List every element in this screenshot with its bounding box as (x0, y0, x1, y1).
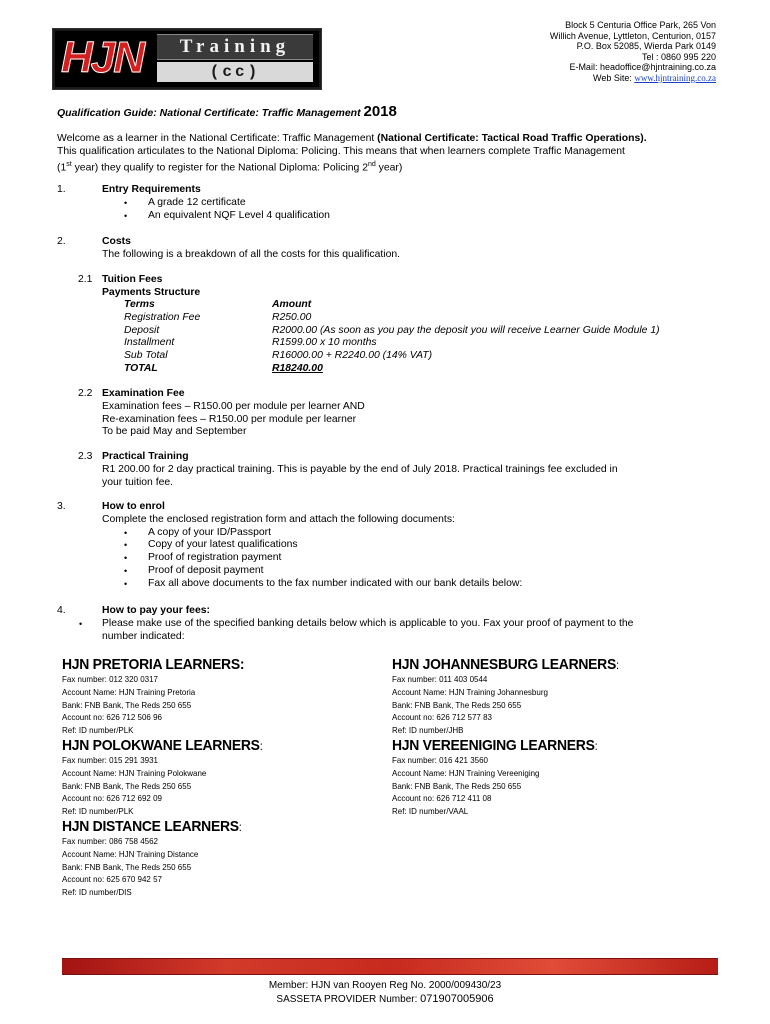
bank-heading: HJN JOHANNESBURG LEARNERS: (392, 656, 619, 673)
bank-reference: Ref: ID number/DIS (62, 887, 132, 898)
section-heading: Practical Training (102, 451, 189, 462)
footer-provider-label: SASSETA PROVIDER Number: (276, 994, 421, 1005)
bank-name: Bank: FNB Bank, The Reds 250 655 (392, 699, 522, 710)
bank-name: Bank: FNB Bank, The Reds 250 655 (62, 861, 192, 872)
bank-account-number: Account no: 625 670 942 57 (62, 874, 162, 885)
table-cell-term: Registration Fee (124, 311, 201, 323)
bank-account-number: Account no: 626 712 411 08 (392, 793, 492, 804)
section-heading: Entry Requirements (102, 184, 201, 195)
bank-heading: HJN DISTANCE LEARNERS: (62, 818, 242, 835)
subsection-number: 2.1 (78, 274, 93, 285)
bank-details-vereeniging (392, 737, 613, 818)
bank-name: Bank: FNB Bank, The Reds 250 655 (62, 699, 192, 710)
logo-brand: HJN (61, 33, 144, 82)
document-title (57, 103, 397, 120)
footer-member-line: Member: HJN van Rooyen Reg No. 2000/009430/23 (268, 980, 502, 991)
section-heading: How to pay your fees: (102, 605, 210, 616)
list-item: • A copy of your ID/Passport (148, 527, 722, 540)
section-text: R1 200.00 for 2 day practical training. This is payable by the end of July 2018. Practical trainings fee excluded in (102, 463, 618, 475)
list-item: • Fax all above documents to the fax number indicated with our bank details below: (148, 578, 722, 591)
bank-name: Bank: FNB Bank, The Reds 250 655 (62, 780, 192, 791)
section-text: Please make use of the specified banking details below which is applicable to you. Fax your proof of payment to the (102, 617, 634, 629)
section-costs (102, 236, 400, 262)
section-number: 4. (57, 605, 66, 616)
section-tuition-fees (102, 274, 722, 300)
section-text: Re-examination fees – R150.00 per module per learner (102, 413, 357, 425)
section-number: 1. (57, 184, 66, 195)
table-header-terms: Terms (124, 299, 155, 310)
list-item: • A grade 12 certificate (148, 197, 330, 210)
logo-training-text: Training (179, 36, 291, 57)
table-cell-amount: R1599.00 x 10 months (272, 337, 377, 349)
bank-details-pretoria (62, 656, 258, 737)
company-address (456, 20, 716, 84)
intro-text: (1 (57, 162, 67, 174)
website-link[interactable]: www.hjntraining.co.za (634, 72, 716, 83)
intro-qualification-name: (National Certificate: Tactical Road Traffic Operations). (377, 133, 647, 144)
bank-heading-text: HJN PRETORIA LEARNERS (62, 656, 240, 673)
subsection-heading: Payments Structure (102, 286, 201, 298)
bank-account-name: Account Name: HJN Training Johannesburg (392, 686, 548, 697)
table-cell-amount: R2000.00 (As soon as you pay the deposit you will receive Learner Guide Module 1) (272, 324, 660, 336)
section-text: your tuition fee. (102, 476, 174, 488)
address-phone: Tel : 0860 995 220 (641, 51, 716, 62)
bank-heading-text: HJN VEREENIGING LEARNERS (392, 737, 595, 754)
bank-heading-text: HJN POLOKWANE LEARNERS (62, 737, 260, 754)
fees-table (124, 299, 724, 377)
section-heading: Tuition Fees (102, 274, 163, 285)
footer-provider-line (0, 993, 770, 1005)
bank-heading-text: HJN JOHANNESBURG LEARNERS (392, 656, 617, 673)
section-heading: How to enrol (102, 501, 165, 512)
bank-fax: Fax number: 011 403 0544 (392, 674, 488, 684)
address-website-row (456, 73, 716, 84)
footer-provider-number: 071907005906 (420, 993, 494, 1005)
intro-text: year) (375, 162, 403, 174)
subsection-number: 2.2 (78, 388, 93, 399)
section-practical-training (102, 451, 722, 489)
intro-line-3 (57, 159, 717, 175)
section-entry-requirements (102, 184, 330, 222)
subsection-number: 2.3 (78, 451, 93, 462)
section-text: The following is a breakdown of all the costs for this qualification. (102, 248, 401, 260)
section-number: 2. (57, 236, 66, 247)
logo-training-bar (157, 34, 313, 60)
bank-name: Bank: FNB Bank, The Reds 250 655 (392, 780, 522, 791)
address-email: E-Mail: headoffice@hjntraining.co.za (569, 62, 716, 73)
section-number: 3. (57, 501, 66, 512)
table-total-amount: R18240.00 (272, 363, 323, 374)
bank-fax: Fax number: 016 421 3560 (392, 755, 488, 765)
list-item: • An equivalent NQF Level 4 qualification (148, 210, 330, 223)
bank-details-polokwane (62, 737, 278, 818)
title-text: Qualification Guide: National Certificate: Traffic Management (57, 107, 364, 119)
website-label: Web Site: (592, 72, 635, 83)
intro-line-2: This qualification articulates to the National Diploma: Policing. This means that when learners complete Traffic Management (57, 145, 625, 157)
section-text: To be paid May and September (102, 426, 247, 438)
bank-heading-text: HJN DISTANCE LEARNERS (62, 818, 239, 835)
bank-account-name: Account Name: HJN Training Vereeniging (392, 767, 540, 778)
superscript: nd (367, 160, 376, 168)
list-item: • Proof of registration payment (148, 552, 722, 565)
table-header-amount: Amount (272, 299, 312, 310)
bank-account-number: Account no: 626 712 692 09 (62, 793, 162, 804)
bullet-icon: • (79, 619, 83, 629)
bank-reference: Ref: ID number/VAAL (392, 806, 469, 817)
bank-heading: HJN VEREENIGING LEARNERS: (392, 737, 598, 754)
table-cell-amount: R250.00 (272, 311, 312, 323)
section-text: Examination fees – R150.00 per module per learner AND (102, 400, 365, 412)
bank-account-number: Account no: 626 712 506 96 (62, 712, 162, 723)
table-total-label: TOTAL (124, 363, 158, 374)
bank-heading: HJN POLOKWANE LEARNERS: (62, 737, 263, 754)
bank-reference: Ref: ID number/PLK (62, 806, 134, 817)
superscript: st (66, 160, 72, 168)
bank-reference: Ref: ID number/PLK (62, 725, 134, 736)
title-year: 2018 (363, 103, 397, 120)
company-logo (52, 28, 322, 90)
bank-fax: Fax number: 086 758 4562 (62, 836, 158, 846)
logo-cc-text: (cc) (209, 63, 261, 81)
footer-divider-bar (62, 958, 718, 975)
table-cell-term: Sub Total (124, 350, 168, 362)
address-line: Willich Avenue, Lyttleton, Centurion, 0157 (549, 30, 716, 41)
table-cell-term: Deposit (124, 324, 160, 336)
section-text: number indicated: (102, 630, 185, 642)
intro-line-1 (57, 133, 717, 146)
bank-details-distance (62, 818, 255, 899)
intro-paragraph (57, 133, 717, 175)
table-cell-term: Installment (124, 337, 175, 349)
bank-account-name: Account Name: HJN Training Pretoria (62, 686, 196, 697)
section-examination-fee (102, 388, 365, 439)
list-item: • Proof of deposit payment (148, 565, 722, 578)
address-line: P.O. Box 52085, Wierda Park 0149 (576, 41, 716, 52)
section-heading: Costs (102, 236, 131, 247)
section-text: Complete the enclosed registration form and attach the following documents: (102, 513, 455, 525)
bank-heading: HJN PRETORIA LEARNERS: (62, 656, 245, 673)
section-how-to-enrol (102, 501, 722, 591)
bank-account-name: Account Name: HJN Training Distance (62, 848, 199, 859)
section-how-to-pay (102, 605, 722, 643)
logo-cc-bar (157, 62, 313, 82)
bank-account-name: Account Name: HJN Training Polokwane (62, 767, 207, 778)
bank-account-number: Account no: 626 712 577 83 (392, 712, 492, 723)
section-heading: Examination Fee (102, 388, 185, 399)
intro-text: year) they qualify to register for the National Diploma: Policing 2 (71, 162, 368, 174)
bank-fax: Fax number: 012 320 0317 (62, 674, 158, 684)
bank-reference: Ref: ID number/JHB (392, 725, 464, 736)
address-line: Block 5 Centuria Office Park, 265 Von (565, 20, 716, 30)
list-item: • Copy of your latest qualifications (148, 539, 722, 552)
bank-details-johannesburg (392, 656, 636, 737)
table-cell-amount: R16000.00 + R2240.00 (14% VAT) (272, 350, 433, 362)
intro-text: Welcome as a learner in the National Certificate: Traffic Management (57, 133, 378, 144)
bank-fax: Fax number: 015 291 3931 (62, 755, 158, 765)
